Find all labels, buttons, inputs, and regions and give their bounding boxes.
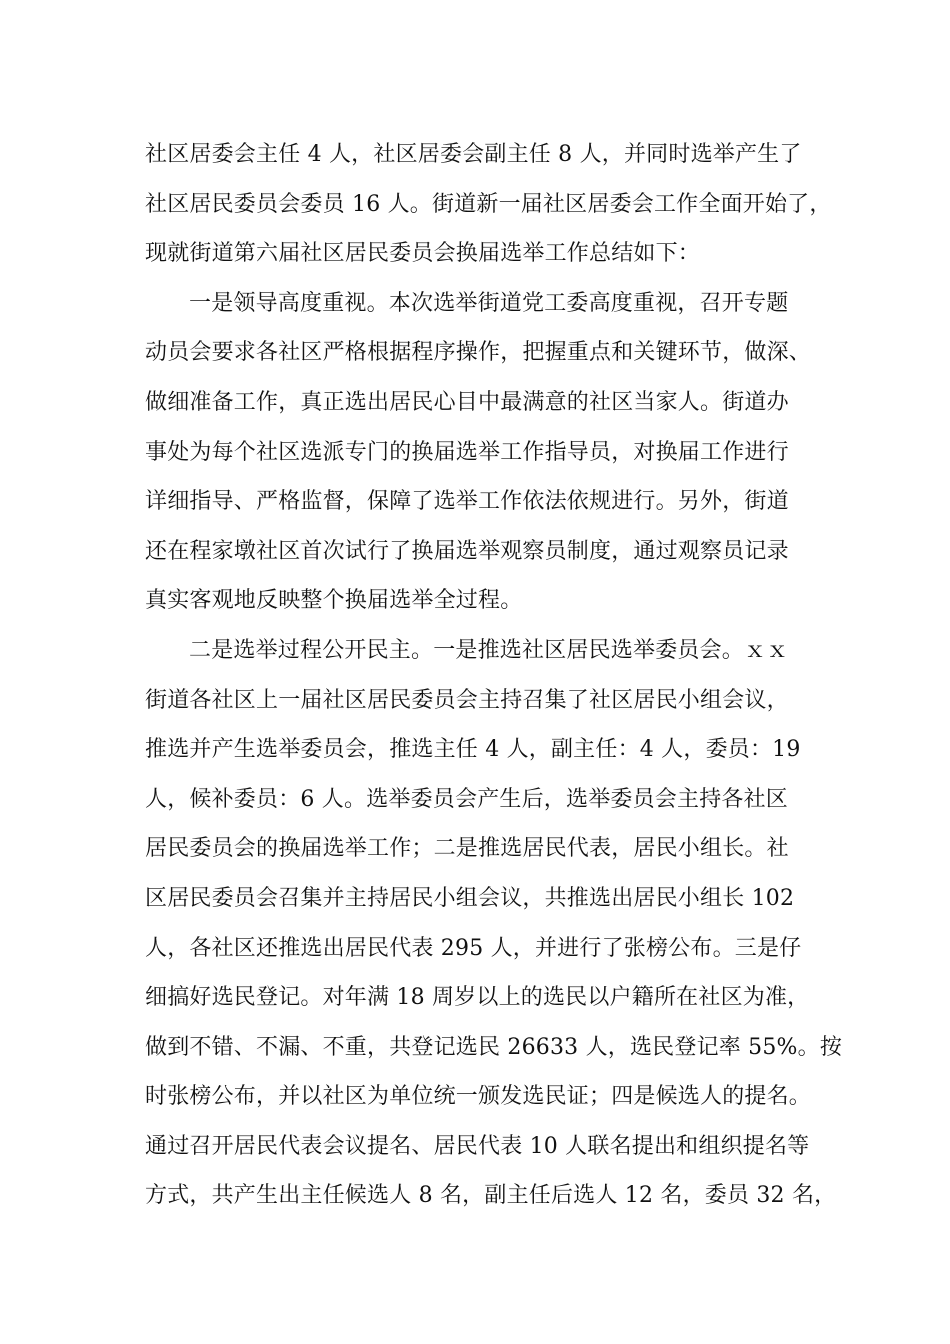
text-line: 人，各社区还推选出居民代表 295 人，并进行了张榜公布。三是仔 [145,935,802,961]
document-body [145,130,843,1221]
text-line: 时张榜公布，并以社区为单位统一颁发选民证；四是候选人的提名。 [145,1084,812,1110]
text-line: 方式，共产生出主任候选人 8 名，副主任后选人 12 名，委员 32 名， [145,1183,837,1209]
text-line: 做到不错、不漏、不重，共登记选民 26633 人，选民登记率 55%。按 [145,1034,843,1060]
text-line: 真实客观地反映整个换届选举全过程。 [145,588,523,614]
text-line: 街道各社区上一届社区居民委员会主持召集了社区居民小组会议， [145,687,789,713]
text-line: 现就街道第六届社区居民委员会换届选举工作总结如下： [145,241,701,267]
text-line: 详细指导、严格监督，保障了选举工作依法依规进行。另外，街道 [145,489,789,515]
text-line: 做细准备工作，真正选出居民心目中最满意的社区当家人。街道办 [145,389,789,415]
text-line: 居民委员会的换届选举工作；二是推选居民代表，居民小组长。社 [145,836,789,862]
text-line: 推选并产生选举委员会，推选主任 4 人，副主任：4 人，委员：19 [145,737,801,763]
text-line: 事处为每个社区选派专门的换届选举工作指导员，对换届工作进行 [145,439,789,465]
text-line: 通过召开居民代表会议提名、居民代表 10 人联名提出和组织提名等 [145,1133,810,1159]
text-line: 细搞好选民登记。对年满 18 周岁以上的选民以户籍所在社区为准， [145,985,810,1011]
text-line: 区居民委员会召集并主持居民小组会议，共推选出居民小组长 102 [145,885,795,911]
text-line: 社区居民委员会委员 16 人。街道新一届社区居委会工作全面开始了， [145,191,832,217]
text-line: 人，候补委员：6 人。选举委员会产生后，选举委员会主持各社区 [145,786,788,812]
text-line: 动员会要求各社区严格根据程序操作，把握重点和关键环节，做深、 [145,340,812,366]
paragraph-start-line: 一是领导高度重视。本次选举街道党工委高度重视，召开专题 [189,290,789,316]
text-line: 还在程家墩社区首次试行了换届选举观察员制度，通过观察员记录 [145,538,789,564]
paragraph-start-line: 二是选举过程公开民主。一是推选社区居民选举委员会。ｘｘ [189,637,789,663]
text-line: 社区居委会主任 4 人，社区居委会副主任 8 人，并同时选举产生了 [145,142,802,167]
